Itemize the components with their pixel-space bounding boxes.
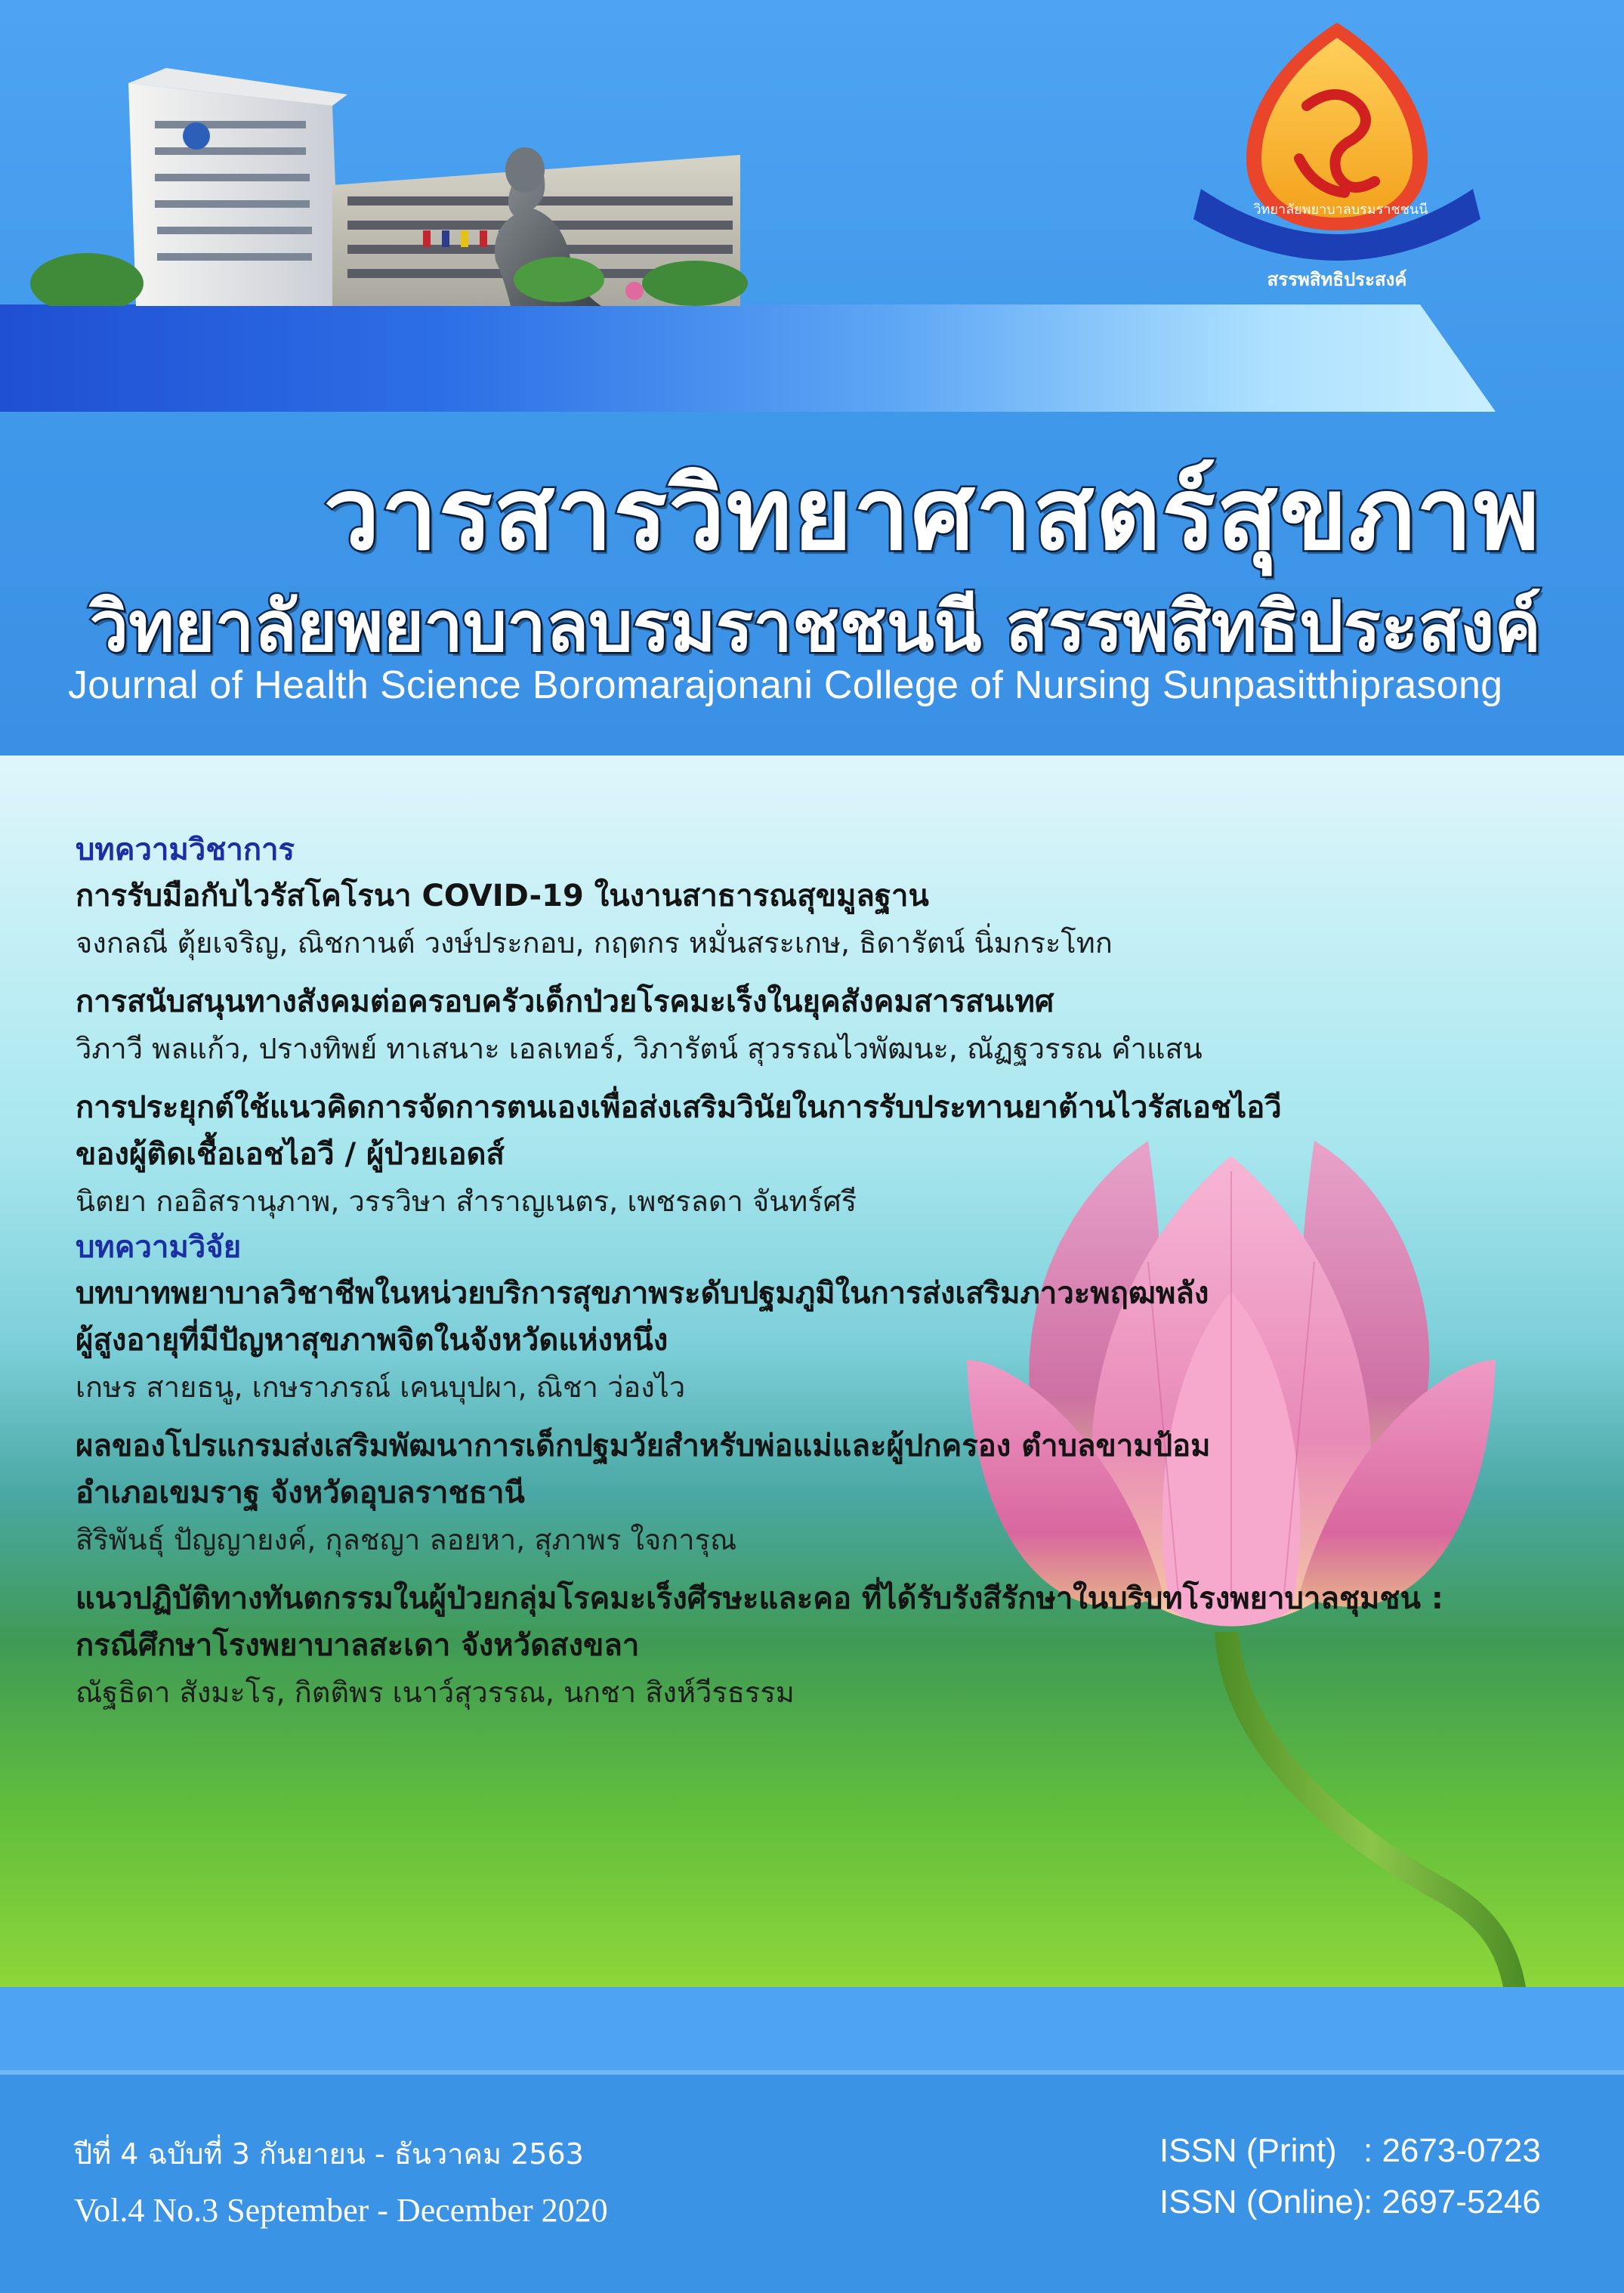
article-authors: สิริพันธุ์ ปัญญายงค์, กุลชญา ลอยหา, สุภาพร ใจการุณ <box>76 1523 737 1556</box>
issn-print-label: ISSN (Print) <box>1159 2132 1337 2169</box>
issue-info-english: Vol.4 No.3 September - December 2020 <box>74 2192 608 2229</box>
article-authors: เกษร สายธนู, เกษราภรณ์ เคนบุปผา, ณิชา ว่องไว <box>76 1371 686 1404</box>
article-title: การรับมือกับไวรัสโคโรนา COVID-19 ในงานสาธารณสุขมูลฐาน <box>76 879 929 913</box>
journal-title-thai-line1: วารสารวิทยาศาสตร์สุขภาพ <box>323 456 1541 573</box>
cover-header <box>0 0 1624 756</box>
article-title: การสนับสนุนทางสังคมต่อครอบครัวเด็กป่วยโรคมะเร็งในยุคสังคมสารสนเทศ <box>76 984 1054 1019</box>
section-heading-research: บทความวิจัย <box>76 1230 242 1265</box>
banner-stripe <box>0 304 1496 412</box>
section-heading-academic: บทความวิชาการ <box>76 833 295 867</box>
article-authors: วิภาวี พลแก้ว, ปรางทิพย์ ทาเสนาะ เอลเทอร์, วิภารัตน์ สุวรรณไวพัฒนะ, ณัฏฐวรรณ คำแสน <box>76 1032 1203 1065</box>
article-title: บทบาทพยาบาลวิชาชีพในหน่วยบริการสุขภาพระดับปฐมภูมิในการส่งเสริมภาวะพฤฒพลัง <box>76 1276 1209 1311</box>
issn-online <box>1159 2183 1541 2221</box>
footer-light-band <box>0 1987 1624 2070</box>
issn-print <box>1159 2132 1541 2170</box>
college-logo <box>1178 15 1496 302</box>
issue-info-thai: ปีที่ 4 ฉบับที่ 3 กันยายน - ธันวาคม 2563 <box>74 2137 584 2171</box>
article-authors: นิตยา กออิสรานุภาพ, วรรวิษา สำราญเนตร, เพชรลดา จันทร์ศรี <box>76 1185 857 1218</box>
issn-online-value: : 2697-5246 <box>1363 2183 1541 2220</box>
college-building-photo <box>30 23 755 306</box>
logo-caption: สรรพสิทธิประสงค์ <box>1267 269 1407 290</box>
logo-ribbon-text: วิทยาลัยพยาบาลบรมราชชนนี <box>1253 202 1428 218</box>
article-title-continued: อำเภอเขมราฐ จังหวัดอุบลราชธานี <box>76 1476 525 1510</box>
journal-title-english: Journal of Health Science Boromarajonani College of Nursing Sunpasitthiprasong <box>68 663 1503 707</box>
issn-print-value: : 2673-0723 <box>1363 2132 1541 2169</box>
article-title: การประยุกต์ใช้แนวคิดการจัดการตนเองเพื่อส่งเสริมวินัยในการรับประทานยาต้านไวรัสเอชไอวี <box>76 1090 1282 1125</box>
article-title-continued: ของผู้ติดเชื้อเอชไอวี / ผู้ป่วยเอดส์ <box>76 1137 505 1172</box>
article-title-continued: กรณีศึกษาโรงพยาบาลสะเดา จังหวัดสงขลา <box>76 1628 640 1663</box>
article-authors: ณัฐธิดา สังมะโร, กิตติพร เนาว์สุวรรณ, นกชา สิงห์วีรธรรม <box>76 1676 795 1709</box>
table-of-contents-area <box>0 756 1624 1987</box>
article-title: ผลของโปรแกรมส่งเสริมพัฒนาการเด็กปฐมวัยสำหรับพ่อแม่และผู้ปกครอง ตำบลขามป้อม <box>76 1429 1211 1463</box>
article-title: แนวปฏิบัติทางทันตกรรมในผู้ป่วยกลุ่มโรคมะเร็งศีรษะและคอ ที่ได้รับรังสีรักษาในบริบทโรงพยาบาลชุมชน : <box>76 1581 1443 1616</box>
article-list <box>76 827 1586 1728</box>
article-title-continued: ผู้สูงอายุที่มีปัญหาสุขภาพจิตในจังหวัดแห่งหนึ่ง <box>76 1323 668 1358</box>
journal-title-thai-line2: วิทยาลัยพยาบาลบรมราชชนนี สรรพสิทธิประสงค์ <box>89 586 1541 667</box>
article-authors: จงกลณี ตุ้ยเจริญ, ณิชกานต์ วงษ์ประกอบ, กฤตกร หมั่นสระเกษ, ธิดารัตน์ นิ่มกระโทก <box>76 926 1113 960</box>
issn-online-label: ISSN (Online) <box>1159 2183 1365 2220</box>
